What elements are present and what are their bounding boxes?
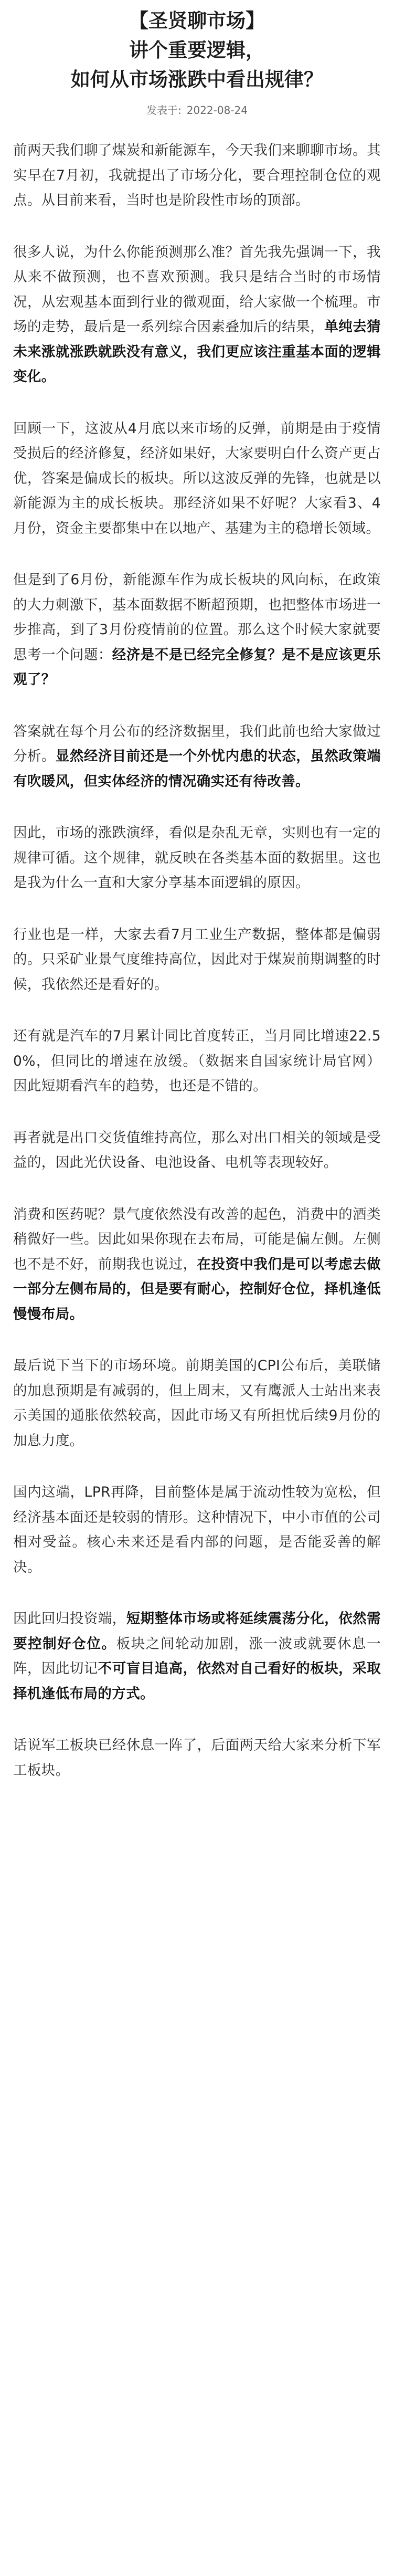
- emphasis-text: 不可盲目追高，依然对自己看好的板块，采取择机逢低布局的方式。: [13, 1660, 381, 1702]
- article-body: [0, 138, 394, 1783]
- article-paragraph: [13, 138, 381, 213]
- article-paragraph: [13, 416, 381, 541]
- article-paragraph: [13, 1126, 381, 1175]
- paragraph-text: 行业也是一样，大家去看7月工业生产数据，整体都是偏弱的。只采矿业景气度维持高位，因此对于煤炭前期调整的时候，我依然还是看好的。: [13, 926, 381, 993]
- paragraph-text: 还有就是汽车的7月累计同比首度转正，当月同比增速22.50%，但同比的增速在放缓。（数据来自国家统计局官网）因此短期看汽车的趋势，也还是不错的。: [13, 1028, 381, 1094]
- paragraph-text: 因此回归投资端，: [13, 1611, 126, 1627]
- publish-date: 2022-08-24: [186, 104, 248, 117]
- article-paragraph: [13, 922, 381, 997]
- article-paragraph: [13, 1024, 381, 1099]
- article-title-line-2: 讲个重要逻辑，: [129, 39, 265, 61]
- paragraph-text: 话说军工板块已经休息一阵了，后面两天给大家来分析下军工板块。: [13, 1737, 381, 1779]
- article-paragraph: [13, 1353, 381, 1453]
- paragraph-text: 板块之间轮动加剧，涨一波或就要休息一阵，因此切记: [13, 1635, 381, 1677]
- emphasis-text: 在投资中我们是可以考虑去做一部分左侧布局的，但是要有耐心，控制好仓位，择机逢低慢慢布局。: [13, 1256, 381, 1322]
- publish-label: 发表于:: [146, 104, 182, 117]
- paragraph-text: 国内这端，LPR再降，目前整体是属于流动性较为宽松，但经济基本面还是较弱的情形。这种情况下，中小市值的公司相对受益。核心未来还是看内部的问题，是否能妥善的解决。: [13, 1484, 381, 1575]
- article-paragraph: [13, 567, 381, 692]
- paragraph-text: 很多人说，为什么你能预测那么准？首先我先强调一下，我从来不做预测，也不喜欢预测。我只是结合当时的市场情况，从宏观基本面到行业的微观面，给大家做一个梳理。市场的走势，最后是一系列综合因素叠加后的结果，: [13, 244, 381, 335]
- article-paragraph: [13, 240, 381, 390]
- article-paragraph: [13, 1480, 381, 1580]
- paragraph-text: 答案就在每个月公布的经济数据里，我们此前也给大家做过分析。: [13, 723, 381, 764]
- paragraph-text: 因此，市场的涨跌演绎，看似是杂乱无章，实则也有一定的规律可循。这个规律，就反映在各类基本面的数据里。这也是我为什么一直和大家分享基本面逻辑的原因。: [13, 825, 381, 891]
- article-title-line-1: 【圣贤聊市场】: [129, 9, 265, 32]
- article-paragraph: [13, 1606, 381, 1706]
- paragraph-text: 最后说下当下的市场环境。前期美国的CPI公布后，美联储的加息预期是有减弱的，但上周末，又有鹰派人士站出来表示美国的通胀依然较高，因此市场又有所担忧后续9月份的加息力度。: [13, 1358, 381, 1449]
- article-paragraph: [13, 1202, 381, 1327]
- paragraph-text: 但是到了6月份，新能源车作为成长板块的风向标，在政策的大力刺激下，基本面数据不断超预期，也把整体市场进一步推高，到了3月份疫情前的位置。那么这个时候大家就要思考一个问题：: [13, 572, 381, 663]
- emphasis-text: 单纯去猜未来涨就涨跌就跌没有意义，我们更应该注重基本面的逻辑变化。: [13, 319, 381, 385]
- paragraph-text: 回顾一下，这波从4月底以来市场的反弹，前期是由于疫情受损后的经济修复，经济如果好，大家要明白什么资产更占优，答案是偏成长的板块。所以这波反弹的先锋，也就是以新能源为主的成长板块。那经济如果不好呢？大家看3、4月份，资金主要都集中在以地产、基建为主的稳增长领域。: [13, 420, 381, 537]
- article-paragraph: [13, 821, 381, 896]
- paragraph-text: 前两天我们聊了煤炭和新能源车，今天我们来聊聊市场。其实早在7月初，我就提出了市场分化，要合理控制仓位的观点。从目前来看，当时也是阶段性市场的顶部。: [13, 142, 381, 208]
- article-paragraph: [13, 719, 381, 794]
- article-title-line-3: 如何从市场涨跌中看出规律？: [71, 68, 323, 91]
- publish-meta: [0, 102, 394, 117]
- article-paragraph: [13, 1733, 381, 1783]
- article-header: [0, 0, 394, 117]
- emphasis-text: 显然经济目前还是一个外忧内患的状态，虽然政策端有吹暖风，但实体经济的情况确实还有待改善。: [13, 748, 381, 790]
- paragraph-text: 再者就是出口交货值维持高位，那么对出口相关的领域是受益的，因此光伏设备、电池设备、电机等表现较好。: [13, 1129, 381, 1171]
- paragraph-text: 消费和医药呢？景气度依然没有改善的起色，消费中的酒类稍微好一些。因此如果你现在去布局，可能是偏左侧。左侧也不是不好，前期我也说过，: [13, 1206, 381, 1273]
- emphasis-text: 经济是不是已经完全修复？是不是应该更乐观了？: [13, 646, 381, 688]
- emphasis-text: 短期整体市场或将延续震荡分化，依然需要控制好仓位。: [13, 1611, 381, 1652]
